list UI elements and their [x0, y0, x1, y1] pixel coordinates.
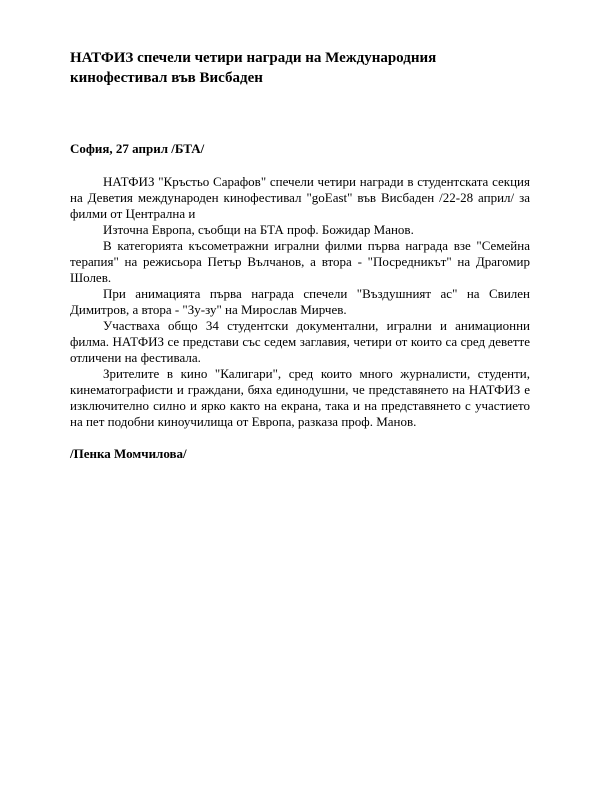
article-body [70, 174, 530, 430]
paragraph-source: Източна Европа, съобщи на БТА проф. Божидар Манов. [103, 222, 414, 237]
paragraph-audience: Зрителите в кино "Калигари", сред които много журналисти, студенти, кинематографисти и граждани, бяха единодушни, че представянето на НАТФИЗ е изключително силно и ярко както на екрана, така и на представянето с участието на пет подобни киноучилища от Европа, разказа проф. Манов. [70, 366, 530, 429]
paragraph-intro: НАТФИЗ "Кръстьо Сарафов" спечели четири награди в студентската секция на Деветия международен кинофестивал "goEast" във Висбаден /22-28 април/ за филми от Централна и [70, 174, 530, 221]
author-signature: /Пенка Момчилова/ [70, 446, 187, 461]
paragraph-animation: При анимацията първа награда спечели "Въздушният ас" на Свилен Димитров, а втора - "Зу-зу" на Мирослав Мирчев. [70, 286, 530, 317]
dateline: София, 27 април /БТА/ [70, 141, 205, 156]
document-page [70, 48, 530, 462]
paragraph-participants: Участваха общо 34 студентски документални, игрални и анимационни филма. НАТФИЗ се представи със седем заглавия, четири от които са сред деветте отличени на фестивала. [70, 318, 530, 365]
article-title: НАТФИЗ спечели четири награди на Международния кинофестивал във Висбаден [70, 50, 437, 86]
paragraph-feature-films: В категорията късометражни игрални филми първа награда взе "Семейна терапия" на режисьора Петър Вълчанов, а втора - "Посредникът" на Драгомир Шолев. [70, 238, 530, 285]
